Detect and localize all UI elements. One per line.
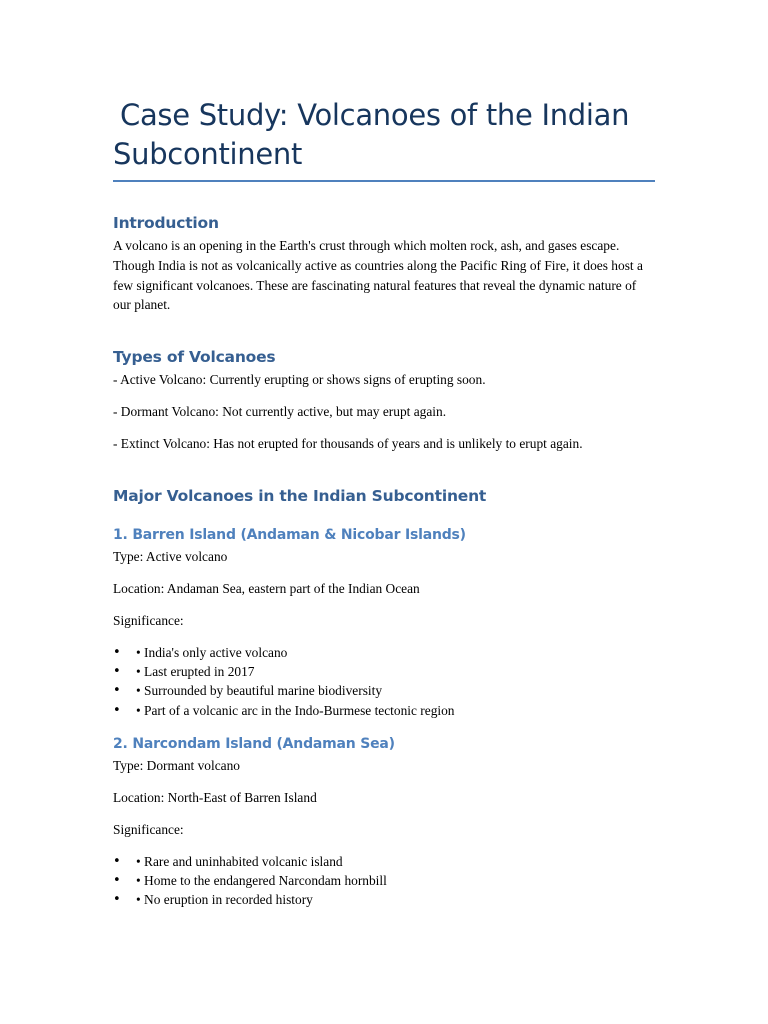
narcondam-island-type: Type: Dormant volcano xyxy=(113,758,240,773)
type-extinct: - Extinct Volcano: Has not erupted for thousands of years and is unlikely to erupt again. xyxy=(113,436,583,451)
list-item: • • Last erupted in 2017 xyxy=(113,662,455,681)
type-dormant: - Dormant Volcano: Not currently active, but may erupt again. xyxy=(113,404,447,419)
bullet-icon: • xyxy=(113,873,121,889)
bullet-icon: • xyxy=(113,854,121,869)
narcondam-island-significance-list xyxy=(113,852,387,910)
narcondam-island-heading: 2. Narcondam Island (Andaman Sea) xyxy=(113,736,395,752)
list-item: • • Rare and uninhabited volcanic island xyxy=(113,852,387,871)
list-item: • • Surrounded by beautiful marine biodiversity xyxy=(113,681,455,700)
barren-island-type: Type: Active volcano xyxy=(113,549,228,564)
list-item: • • Part of a volcanic arc in the Indo-Burmese tectonic region xyxy=(113,701,455,720)
bullet-icon: • xyxy=(113,702,121,718)
title-underline xyxy=(113,180,655,182)
barren-island-location: Location: Andaman Sea, eastern part of the Indian Ocean xyxy=(113,581,420,596)
bullet-icon: • xyxy=(113,892,121,908)
list-item: • • Home to the endangered Narcondam hornbill xyxy=(113,871,387,890)
narcondam-island-location: Location: North-East of Barren Island xyxy=(113,790,317,805)
list-item: • • India's only active volcano xyxy=(113,643,455,662)
types-heading: Types of Volcanoes xyxy=(113,348,276,366)
bullet-icon: • xyxy=(113,683,121,699)
major-volcanoes-heading: Major Volcanoes in the Indian Subcontinent xyxy=(113,487,487,505)
barren-island-heading: 1. Barren Island (Andaman & Nicobar Islands) xyxy=(113,527,466,543)
barren-island-significance-list xyxy=(113,643,455,720)
barren-island-significance-label: Significance: xyxy=(113,613,184,628)
introduction-heading: Introduction xyxy=(113,214,219,232)
list-item: • • No eruption in recorded history xyxy=(113,890,387,909)
introduction-body: A volcano is an opening in the Earth's crust through which molten rock, ash, and gases escape. Though India is not as volcanically active as countries along the Pacific Ring of Fire, it does host a few significant volcanoes. These are fascinating natural features that reveal the dynamic nature of our planet. xyxy=(113,238,643,313)
bullet-icon: • xyxy=(113,664,121,680)
bullet-icon: • xyxy=(113,645,121,660)
type-active: - Active Volcano: Currently erupting or shows signs of erupting soon. xyxy=(113,372,486,387)
document-title: Case Study: Volcanoes of the Indian Subcontinent xyxy=(113,98,630,171)
narcondam-island-significance-label: Significance: xyxy=(113,822,184,837)
